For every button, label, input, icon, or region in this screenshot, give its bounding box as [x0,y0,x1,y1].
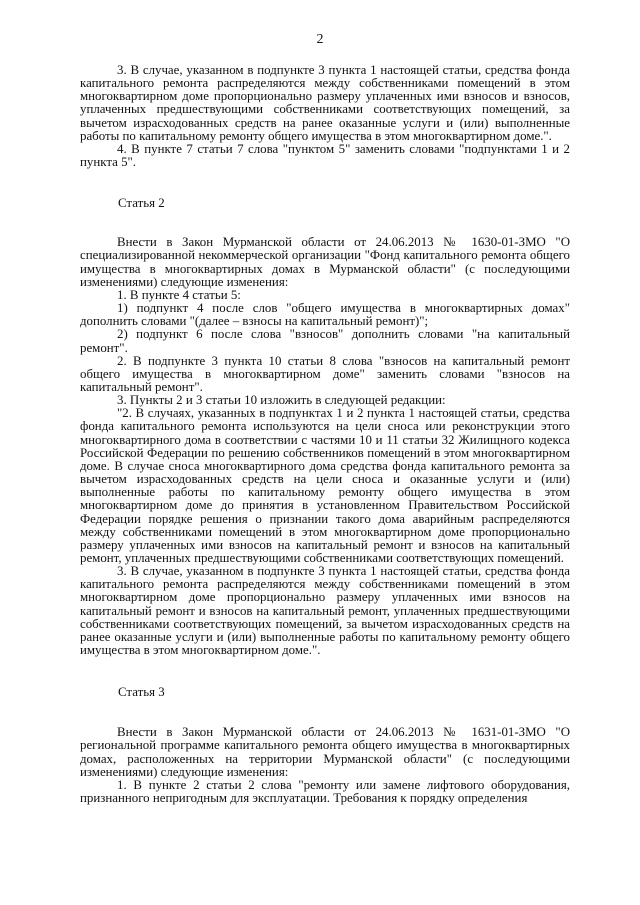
article-heading: Статья 2 [118,196,165,211]
document-body [80,64,570,805]
paragraph: 3. Пункты 2 и 3 статьи 10 изложить в следующей редакции: [117,393,446,408]
paragraph: 4. В пункте 7 статьи 7 слова "пунктом 5" заменить словами "подпунктами 1 и 2 пункта 5". [80,141,570,170]
paragraph: 1) подпункт 4 после слов "общего имущества в многоквартирных домах" дополнить словами "(далее – взносы на капитальный ремонт)"; [80,301,570,329]
paragraph: 3. В случае, указанном в подпункте 3 пункта 1 настоящей статьи, средства фонда капитального ремонта распределяются между собственниками помещений в этом многоквартирном доме пропорционально размеру уплаченных ими взносов на капитальный ремонт и взносов на капитальный ремонт, уплаченных предшествующими собственниками соответствующих помещений, за вычетом израсходованных средств на ранее оказанные услуги и (или) выполненные работы по капитальному ремонту общего имущества в этом многоквартирном доме.". [80,564,570,658]
paragraph: 2) подпункт 6 после слова "взносов" дополнить словами "на капитальный ремонт". [80,327,570,355]
paragraph: 1. В пункте 4 статьи 5: [117,287,241,302]
paragraph: 2. В подпункте 3 пункта 10 статьи 8 слова "взносов на капитальный ремонт общего имущества в многоквартирном доме" заменить словами "взносов на капитальный ремонт". [80,353,570,394]
paragraph: 3. В случае, указанном в подпункте 3 пункта 1 настоящей статьи, средства фонда капитального ремонта распределяются между собственниками помещений в этом многоквартирном доме пропорционально размеру уплаченных ими взносов и взносов, уплаченных предшествующими собственниками соответствующих помещений, за вычетом израсходованных средств на ранее оказанные услуги и (или) выполненные работы по капитальному ремонту общего имущества в этом многоквартирном доме.". [80,63,570,143]
paragraph: 1. В пункте 2 статьи 2 слова "ремонту или замене лифтового оборудования, признанного непригодным для эксплуатации. Требования к порядку определения [80,777,570,806]
article-heading: Статья 3 [118,685,165,700]
article-intro: Внести в Закон Мурманской области от 24.06.2013 № 1631-01-ЗМО "О региональной программе капитального ремонта общего имущества в многоквартирных домах, расположенных на территории Мурманской области" (с последующими изменениями) следующие изменения: [80,725,570,779]
page-number: 2 [316,32,324,47]
article-intro: Внести в Закон Мурманской области от 24.06.2013 № 1630-01-ЗМО "О специализированной некоммерческой организации "Фонд капитального ремонта общего имущества в многоквартирных домах в Мурманской области" (с последующими изменениями) следующие изменения: [80,235,570,289]
paragraph: "2. В случаях, указанных в подпунктах 1 и 2 пункта 1 настоящей статьи, средства фонда капитального ремонта используются на цели сноса или реконструкции этого многоквартирного дома в соответствии с частями 10 и 11 статьи 32 Жилищного кодекса Российской Федерации по решению собственников помещений в этом многоквартирном доме. В случае сноса многоквартирного дома средства фонда капитального ремонта за вычетом израсходованных средств на цели сноса и оказанные услуги и (или) выполненные работы по капитальному ремонту общего имущества в этом многоквартирном доме до принятия в установленном Правительством Российской Федерации порядке решения о признании такого дома аварийным распределяются между собственниками помещений в этом многоквартирном доме пропорционально размеру уплаченных ими взносов на капитальный ремонт и взносов на капитальный ремонт, уплаченных предшествующими собственниками соответствующих помещений. [80,406,570,565]
